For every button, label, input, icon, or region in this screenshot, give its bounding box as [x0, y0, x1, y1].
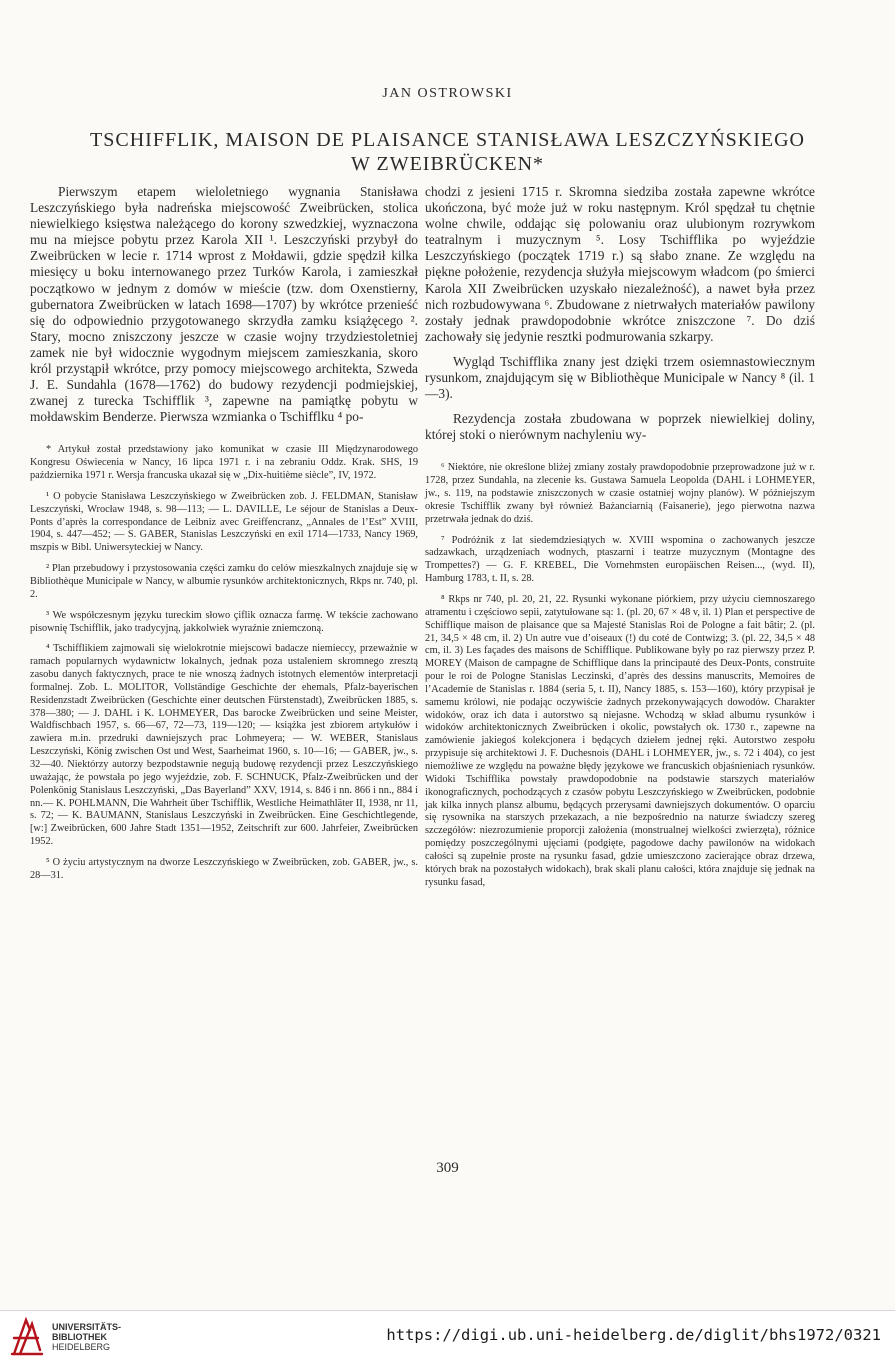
- library-line-2: BIBLIOTHEK: [52, 1332, 107, 1342]
- footnote-6: ⁶ Niektóre, nie określone bliżej zmiany zostały prawdopodobnie przeprowadzone już w r. 1728, przez Sundahla, na zlecenie ks. Gustawa Samuela Leopolda (DAHL i LOHMEYER, jw., s. 119, na podstawie zniszczonych w czasie ostatniej wojny planów). W późniejszym okresie Tschifflik zwany był również Bażanciarnią (Faisanerie), jego pierwotna nazwa przetrwała jednak do dziś.: [425, 462, 815, 525]
- library-name[interactable]: [52, 1322, 121, 1352]
- right-body: [425, 184, 815, 443]
- right-footnotes: [425, 462, 815, 889]
- document-url-link[interactable]: https://digi.ub.uni-heidelberg.de/diglit/bhs1972/0321: [386, 1326, 881, 1344]
- title-line-1: TSCHIFFLIK, MAISON DE PLAISANCE STANISŁAWA LESZCZYŃSKIEGO: [90, 129, 805, 151]
- left-footnotes: [30, 444, 418, 882]
- footnote-3: ³ We współczesnym języku tureckim słowo çiflik oznacza farmę. W tekście zachowano pisownię Tschifflik, jako tradycyjną, jakkolwiek wyraźnie zniemczoną.: [30, 609, 418, 634]
- right-column: [425, 184, 815, 897]
- footnote-4: ⁴ Tschifflikiem zajmowali się wielokrotnie miejscowi badacze niemieccy, przeważnie w ramach popularnych wydawnictw lokalnych, jednak poza ustaleniem skromnego zresztą zasobu danych faktycznych, prace te nie wnoszą żadnych istotnych elementów interpretacji formalnej. Zob. L. MOLITOR, Vollständige Geschichte der ehemals, Pfalz-bayerischen Residenzstadt Zweibrücken (Geschichte einer deutschen Fürstenstadt), Zweibrücken 1885, s. 378—380; — J. DAHL i K. LOHMEYER, Das barocke Zweibrücken und seine Meister, Waldfischbach 1957, s. 66—67, 72—73, 119—120; — książka jest zbiorem artykułów i zawiera m.in. przedruki dawniejszych prac Lohmeyera; — W. WEBER, Stanislaus Leszczyński, König zwischen Ost und West, Saarheimat 1960, s. 10—16; — GABER, jw., s. 32—40. Niektórzy autorzy bezpodstawnie negują budowę rezydencji przez Leszczyńskiego uważając, że powstała po jego wyjeździe, zob. F. SCHNUCK, Pfalz-Zweibrücken und der Polenkönig Stanislaus Leszczyński, „Das Bayerland” XXV, 1914, s. 846 i nn. 866 i nn., 884 i nn.— K. POHLMANN, Die Wahrheit über Tschifflik, Westliche Heimathläter II, 1938, nr 11, s. 72; — K. BAUMANN, Stanislaus Leszczyński in Zweibrücken. Eine Geschichtlegende, [w:] Zweibrücken, 600 Jahre Stadt 1351—1952, Zeitschrift zur 600. Jahrfeier, Zweibrücken 1952.: [30, 643, 418, 848]
- footnote-7: ⁷ Podróżnik z lat siedemdziesiątych w. XVIII wspomina o zachowanych jeszcze sadzawkach, urządzeniach wodnych, ptaszarni i teatrze muzycznym (Montagne des Trompettes?) — G. F. KREBEL, Die Vornehmsten europäischen Reisen..., (wyd. II), Hamburg 1783, t. II, s. 28.: [425, 534, 815, 585]
- author-name: JAN OSTROWSKI: [382, 86, 513, 101]
- footnote-8: ⁸ Rkps nr 740, pl. 20, 21, 22. Rysunki wykonane piórkiem, przy użyciu ciemnoszarego atramentu i częściowo sepii, zatytułowane są: 1. (pl. 20, 67 × 48 v, il. 1) Plan et perspective de Schifflique maison de plaisance que sa Majesté Stanislas Roi de Pologne a fait bâtir; 2. (pl. 21, 34,5 × 48 cm, il. 2) Un autre vue d’oiseaux (!) du coté de Contwizg; 3. (pl. 22, 34,5 × 48 cm, il. 3) Les façades des maisons de Schifflique. Publikowane były po raz pierwszy przez P. MOREY (Maison de campagne de Schifflique dans la principauté des Deux-Ponts, construite pour le roi de Pologne Stanislas Leczinski, d’après des dessins manuscrits, Memoires de l’Academie de Stanislas r. 1884 (seria 5, t. II), Nancy 1885, s. 153—160), który przypisał je samemu królowi, nie podając oczywiście żadnych przekonywających dowodów. Charakter widoków, oraz ich data i autorstwo są niejasne. Wchodzą w skład albumu rysunków i widoków architektonicznych Zweibrücken i okolic, powstałych ok. 1730 r., zapewne na zamówienie jakiegoś kolekcjonera i będących dziełem jednej ręki. Autorstwo zespołu przypisuje się architektowi J. F. Duchesnois (DAHL i LOHMEYER, jw., s. 72 i 404), co jest niemożliwe ze względu na poważne błędy językowe we francuskich objaśnieniach rysunków. Widoki Tschifflika powstały prawdopodobnie na podstawie starszych materiałów ikonograficznych, pochodzących z czasów pobytu Leszczyńskiego w Zweibrücken, podobnie jak kilka innych plansz albumu, będących przerysami dawniejszych dokumentów. O oparciu się rysownika na starszych przekazach, a nie bezpośrednio na naturze świadczy szereg szczegółów: niezrozumienie proporcji założenia (monstrualnej wielkości zwierzęta), różnice pomiędzy poszczególnymi ujęciami (podgięte, pagodowe dachy pawilonów na widokach całości są zupełnie proste na rysunku fasad, gdzie umieszczono zacierające obraz drzewa, których brak na pozostałych widokach), brak skali planu całości, która znajduje się jednak na rysunku fasad,: [425, 594, 815, 888]
- footnote-1: ¹ O pobycie Stanisława Leszczyńskiego w Zweibrücken zob. J. FELDMAN, Stanisław Leszczyński, Wrocław 1948, s. 98—113; — L. DAVILLE, Le séjour de Stanislas a Deux-Ponts d’après la correspondance de Leibniz avec Greiffencranz, „Annales de l’Est” XVIII, 1904, s. 447—452; — S. GABER, Stanislas Leszczyński en exil 1714—1733, Nancy 1969, mszpis w Bibl. Uniwersyteckiej w Nancy.: [30, 490, 418, 554]
- left-paragraph: Pierwszym etapem wieloletniego wygnania Stanisława Leszczyńskiego była nadreńska miejscowość Zweibrücken, stolica niewielkiego księstwa należącego do korony szwedzkiej, wyznaczona mu na miejsce pobytu przez Karola XII ¹. Leszczyński przybył do Zweibrücken w lecie r. 1714 wprost z Mołdawii, gdzie spędził kilka miesięcy u boku internowanego przez Turków Karola, i zamieszkał początkowo w jednym z domów w mieście (tzw. dom Oxenstierny, gubernatora Zweibrücken w latach 1698—1707) by wkrótce przenieść się do odpowiednio przygotowanego skrzydła zamku książęcego ². Stary, mocno zniszczony jeszcze w czasie wojny trzydziestoletniej zamek nie był widocznie wygodnym miejscem zamieszkania, skoro król przystąpił wkrótce, przy pomocy miejscowego architekta, Szweda J. E. Sundahla (1678—1762) do budowy rezydencji podmiejskiej, zwanej z turecka Tschifflik ³, zapewne na pamiątkę pobytu w mołdawskim Benderze. Pierwsza wzmianka o Tschifflku ⁴ po-: [30, 184, 418, 425]
- right-paragraph-3: Rezydencja została zbudowana w poprzek niewielkiej doliny, której stoki o nierównym nachyleniu wy-: [425, 411, 815, 443]
- right-paragraph-1: chodzi z jesieni 1715 r. Skromna siedziba została zapewne wkrótce ukończona, być może już w roku następnym. Król spędzał tu chętnie wolne chwile, oddając się polowaniu oraz ulubionym rozrywkom teatralnym i muzycznym ⁵. Losy Tschifflika po wyjeździe Leszczyńskiego (początek 1719 r.) są słabo znane. Ze względu na piękne położenie, rezydencja służyła miejscowym władcom (po śmierci Karola XII Zweibrücken uzyskało niezależność), a nawet była przez nich rozbudowywana ⁶. Zbudowane z nietrwałych materiałów pawilony zostały jednak prawdopodobnie wkrótce zniszczone ⁷. Do dziś zachowały się jedynie resztki podmurowania szkarpy.: [425, 184, 815, 344]
- page-number: 309: [436, 1160, 459, 1176]
- footnote-star: * Artykuł został przedstawiony jako komunikat w czasie III Międzynarodowego Kongresu Oświecenia w Nancy, 16 lipca 1971 r. i na zebraniu Oddz. Krak. SHS, 19 października 1971 r. Wersja francuska ukazał się w „Dix-huitième siècle”, IV, 1972.: [30, 444, 418, 482]
- left-body: [30, 184, 418, 425]
- footnote-2: ² Plan przebudowy i przystosowania części zamku do celów mieszkalnych znajduje się w Bibliothèque Municipale w Nancy, w albumie rysunków architektonicznych, Rkps nr. 740, pl. 2.: [30, 563, 418, 600]
- title-line-2: W ZWEIBRÜCKEN*: [350, 153, 545, 175]
- library-line-1: UNIVERSITÄTS-: [52, 1322, 122, 1332]
- library-logo-icon[interactable]: [10, 1314, 44, 1358]
- left-column: [30, 184, 418, 891]
- footnote-5: ⁵ O życiu artystycznym na dworze Leszczyńskiego w Zweibrücken, zob. GABER, jw., s. 28—31.: [30, 856, 418, 881]
- article-title: [30, 128, 865, 176]
- library-line-3: HEIDELBERG: [52, 1342, 111, 1352]
- right-paragraph-2: Wygląd Tschifflika znany jest dzięki trzem osiemnastowiecznym rysunkom, znajdującym się w Bibliothèque Municipale w Nancy ⁸ (il. 1—3).: [425, 353, 815, 402]
